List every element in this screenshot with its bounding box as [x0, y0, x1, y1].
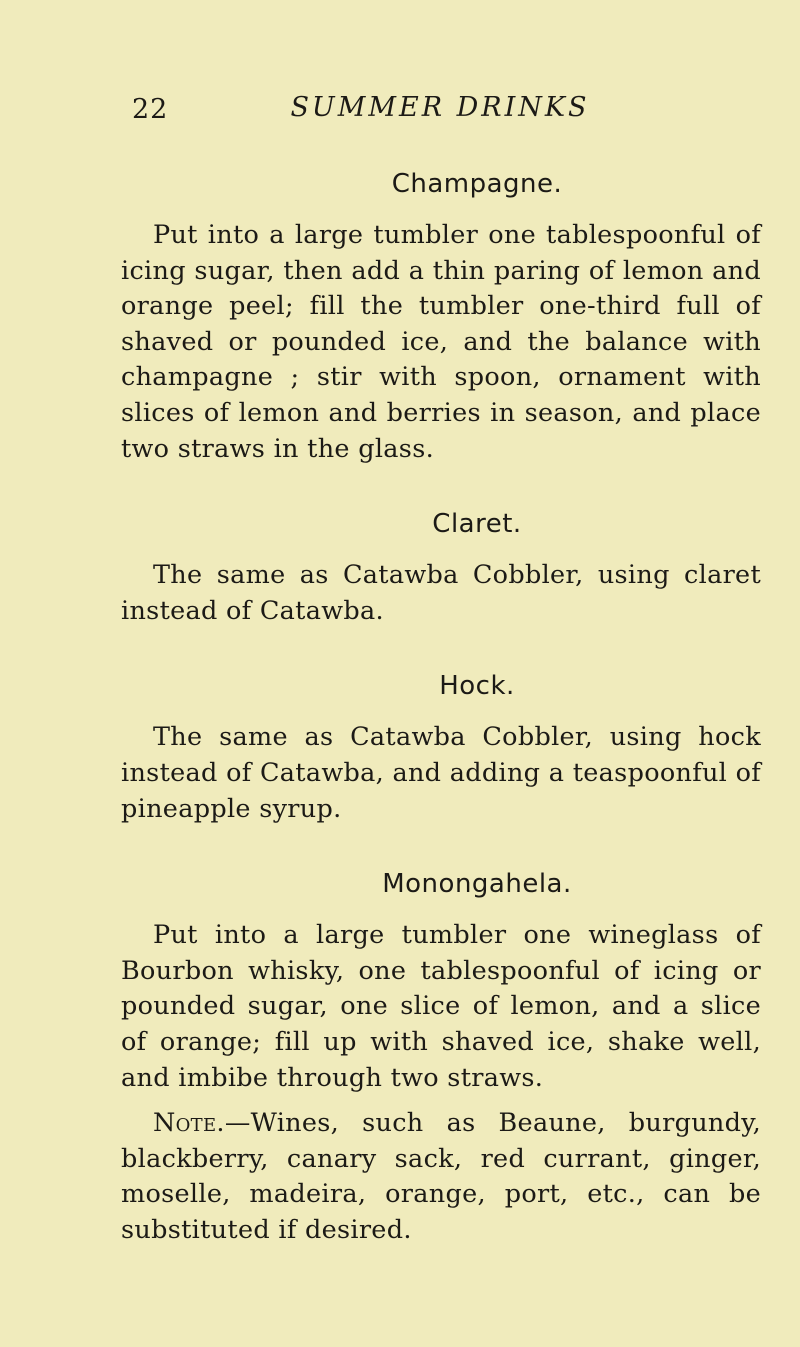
recipe-text: The same as Catawba Cobbler, using claret instead of Catawba.	[121, 560, 761, 626]
recipe-hock	[121, 666, 761, 827]
recipe-title: Hock.	[439, 671, 515, 702]
note-text: —Wines, such as Beaune, burgundy, blackberry, canary sack, red currant, ginger, moselle, madeira, orange, port, etc., can be substituted if desired.	[121, 1108, 761, 1245]
recipe-text: Put into a large tumbler one tablespoonful of icing sugar, then add a thin paring of lemon and orange peel; fill the tumbler one-third full of shaved or pounded ice, and the balance with champagne ; stir with spoon, ornament with slices of lemon and berries in season, and place two straws in the glass.	[121, 220, 761, 464]
recipe-title: Champagne.	[391, 169, 563, 199]
note-paragraph	[121, 1106, 761, 1248]
recipe-text: The same as Catawba Cobbler, using hock instead of Catawba, and adding a teaspoonful of pineapple syrup.	[121, 722, 761, 824]
page-number: 22	[132, 94, 169, 125]
note-label: Note.	[153, 1108, 225, 1139]
recipe-title: Claret.	[432, 509, 522, 540]
recipe-champagne	[121, 164, 761, 467]
recipe-monongahela	[121, 864, 761, 1096]
recipe-title: Monongahela.	[382, 869, 572, 900]
page-body	[121, 164, 761, 1248]
recipe-text: Put into a large tumbler one wineglass of Bourbon whisky, one tablespoonful of icing or pounded sugar, one slice of lemon, and a slice of orange; fill up with shaved ice, shake well, and imbibe through two straws.	[121, 920, 761, 1093]
running-head: SUMMER DRINKS	[290, 92, 590, 123]
recipe-claret	[121, 504, 761, 629]
